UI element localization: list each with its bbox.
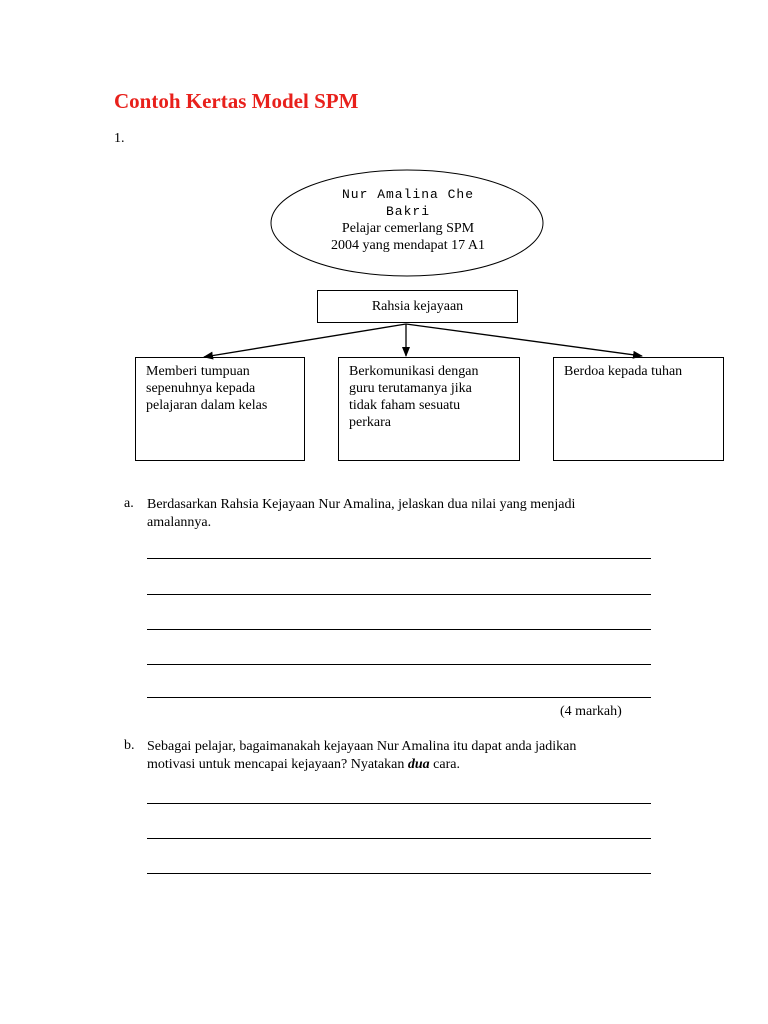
box-line: pelajaran dalam kelas: [146, 398, 268, 413]
arrow-to-box-1: [204, 324, 406, 357]
answer-line-a2[interactable]: [147, 594, 651, 595]
part-b-question: [147, 738, 657, 774]
box-line: Berkomunikasi dengan: [349, 364, 479, 379]
profile-name-line1: Nur Amalina Che: [341, 187, 475, 202]
question-number: 1.: [114, 131, 125, 146]
answer-line-b2[interactable]: [147, 838, 651, 839]
profile-desc-line1: Pelajar cemerlang SPM: [341, 221, 475, 236]
marks-label: (4 markah): [560, 704, 622, 719]
part-b-letter: b.: [124, 738, 135, 753]
part-a-line1: Berdasarkan Rahsia Kejayaan Nur Amalina, jelaskan dua nilai yang menjadi: [147, 497, 576, 512]
rahsia-kejayaan-box: [317, 290, 518, 323]
box-line: Berdoa kepada tuhan: [564, 364, 683, 379]
success-box-2: [338, 357, 520, 461]
profile-name-line2: Bakri: [385, 204, 430, 219]
answer-line-a4[interactable]: [147, 664, 651, 665]
box-line: sepenuhnya kepada: [146, 381, 256, 396]
box-line: perkara: [349, 415, 391, 430]
profile-desc-line2: 2004 yang mendapat 17 A1: [331, 238, 485, 253]
part-b-line2: [147, 756, 657, 774]
part-a-letter: a.: [124, 496, 134, 511]
part-a-line2: amalannya.: [147, 515, 212, 530]
part-b-line2-start: motivasi untuk mencapai kejayaan? Nyatakan: [147, 757, 408, 772]
answer-line-a3[interactable]: [147, 629, 651, 630]
arrow-to-box-3: [406, 324, 642, 356]
answer-line-a1[interactable]: [147, 558, 651, 559]
box-line: tidak faham sesuatu: [349, 398, 461, 413]
part-b-emphasis: dua: [407, 757, 430, 772]
page-title: Contoh Kertas Model SPM: [114, 89, 359, 113]
answer-line-a5[interactable]: [147, 697, 651, 698]
part-b-line1: Sebagai pelajar, bagaimanakah kejayaan Nur Amalina itu dapat anda jadikan: [147, 739, 577, 754]
answer-line-b3[interactable]: [147, 873, 651, 874]
profile-text: [300, 186, 516, 254]
box-line: Memberi tumpuan: [146, 364, 250, 379]
box-line: guru terutamanya jika: [349, 381, 472, 396]
part-b-line2-end: cara.: [429, 757, 460, 772]
success-box-1: [135, 357, 305, 461]
part-a-question: [147, 496, 657, 532]
success-box-3: [553, 357, 724, 461]
answer-line-b1[interactable]: [147, 803, 651, 804]
rahsia-kejayaan-label: Rahsia kejayaan: [371, 298, 464, 314]
